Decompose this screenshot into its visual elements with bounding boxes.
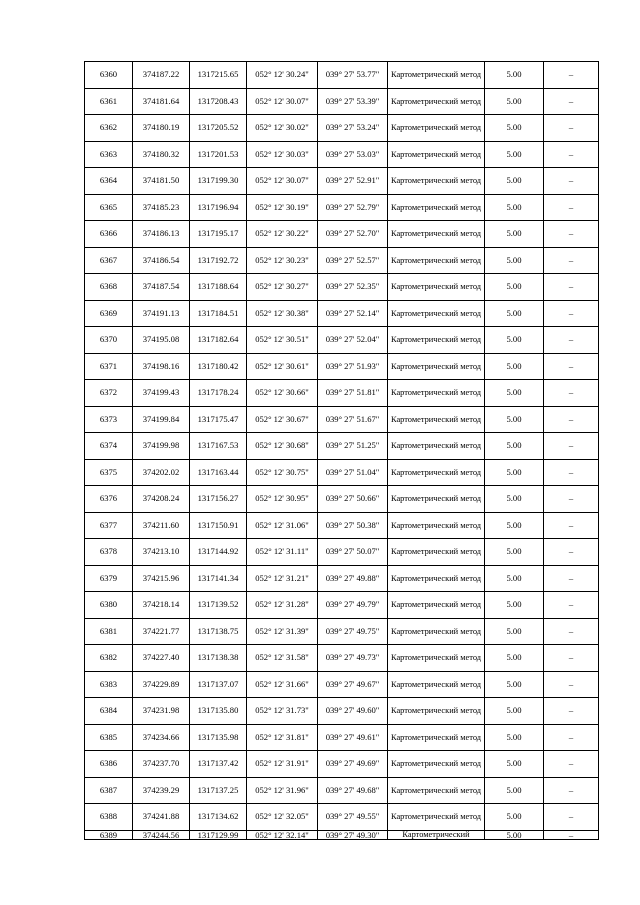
longitude-cell: 039° 27' 49.69" — [318, 751, 388, 778]
method-cell: Картометрический метод — [388, 327, 485, 354]
method-cell: Картометрический метод — [388, 88, 485, 115]
method-cell: Картометрический метод — [388, 777, 485, 804]
method-cell: Картометрический метод — [388, 274, 485, 301]
note-cell: – — [544, 115, 599, 142]
table-row — [85, 830, 599, 839]
note-cell: – — [544, 804, 599, 831]
point-number-cell: 6374 — [85, 433, 133, 460]
method-cell: Картометрический метод — [388, 592, 485, 619]
x-coordinate-cell: 374244.56 — [133, 830, 190, 839]
note-cell: – — [544, 406, 599, 433]
x-coordinate-cell: 374180.32 — [133, 141, 190, 168]
latitude-cell: 052° 12' 31.28" — [247, 592, 318, 619]
table-row — [85, 565, 599, 592]
x-coordinate-cell: 374199.43 — [133, 380, 190, 407]
accuracy-cell: 5.00 — [485, 168, 544, 195]
note-cell: – — [544, 486, 599, 513]
note-cell: – — [544, 777, 599, 804]
point-number-cell: 6388 — [85, 804, 133, 831]
y-coordinate-cell: 1317195.17 — [190, 221, 247, 248]
method-cell: Картометрический метод — [388, 433, 485, 460]
point-number-cell: 6365 — [85, 194, 133, 221]
method-cell: Картометрический метод — [388, 459, 485, 486]
x-coordinate-cell: 374186.54 — [133, 247, 190, 274]
latitude-cell: 052° 12' 30.38" — [247, 300, 318, 327]
x-coordinate-cell: 374187.54 — [133, 274, 190, 301]
latitude-cell: 052° 12' 31.21" — [247, 565, 318, 592]
method-cell: Картометрический метод — [388, 724, 485, 751]
note-cell: – — [544, 194, 599, 221]
latitude-cell: 052° 12' 32.05" — [247, 804, 318, 831]
x-coordinate-cell: 374185.23 — [133, 194, 190, 221]
table-row — [85, 88, 599, 115]
point-number-cell: 6369 — [85, 300, 133, 327]
table-row — [85, 300, 599, 327]
accuracy-cell: 5.00 — [485, 645, 544, 672]
x-coordinate-cell: 374202.02 — [133, 459, 190, 486]
y-coordinate-cell: 1317135.80 — [190, 698, 247, 725]
x-coordinate-cell: 374198.16 — [133, 353, 190, 380]
table-row — [85, 618, 599, 645]
latitude-cell: 052° 12' 31.66" — [247, 671, 318, 698]
accuracy-cell: 5.00 — [485, 486, 544, 513]
note-cell: – — [544, 88, 599, 115]
point-number-cell: 6382 — [85, 645, 133, 672]
method-cell: Картометрический метод — [388, 194, 485, 221]
method-cell: Картометрический метод — [388, 671, 485, 698]
accuracy-cell: 5.00 — [485, 141, 544, 168]
table-row — [85, 433, 599, 460]
note-cell: – — [544, 62, 599, 89]
latitude-cell: 052° 12' 30.95" — [247, 486, 318, 513]
table-row — [85, 406, 599, 433]
x-coordinate-cell: 374215.96 — [133, 565, 190, 592]
latitude-cell: 052° 12' 30.24" — [247, 62, 318, 89]
y-coordinate-cell: 1317156.27 — [190, 486, 247, 513]
longitude-cell: 039° 27' 51.93" — [318, 353, 388, 380]
accuracy-cell: 5.00 — [485, 353, 544, 380]
accuracy-cell: 5.00 — [485, 618, 544, 645]
method-cell: Картометрический метод — [388, 565, 485, 592]
longitude-cell: 039° 27' 50.07" — [318, 539, 388, 566]
x-coordinate-cell: 374237.70 — [133, 751, 190, 778]
accuracy-cell: 5.00 — [485, 592, 544, 619]
x-coordinate-cell: 374227.40 — [133, 645, 190, 672]
latitude-cell: 052° 12' 31.11" — [247, 539, 318, 566]
table-row — [85, 592, 599, 619]
latitude-cell: 052° 12' 30.02" — [247, 115, 318, 142]
y-coordinate-cell: 1317178.24 — [190, 380, 247, 407]
note-cell: – — [544, 618, 599, 645]
accuracy-cell: 5.00 — [485, 274, 544, 301]
y-coordinate-cell: 1317196.94 — [190, 194, 247, 221]
longitude-cell: 039° 27' 52.04" — [318, 327, 388, 354]
y-coordinate-cell: 1317138.75 — [190, 618, 247, 645]
accuracy-cell: 5.00 — [485, 433, 544, 460]
accuracy-cell: 5.00 — [485, 327, 544, 354]
note-cell: – — [544, 459, 599, 486]
y-coordinate-cell: 1317138.38 — [190, 645, 247, 672]
x-coordinate-cell: 374231.98 — [133, 698, 190, 725]
note-cell: – — [544, 592, 599, 619]
method-cell: Картометрический метод — [388, 698, 485, 725]
y-coordinate-cell: 1317137.25 — [190, 777, 247, 804]
table-row — [85, 777, 599, 804]
latitude-cell: 052° 12' 30.23" — [247, 247, 318, 274]
table-row — [85, 274, 599, 301]
latitude-cell: 052° 12' 30.07" — [247, 88, 318, 115]
point-number-cell: 6386 — [85, 751, 133, 778]
accuracy-cell: 5.00 — [485, 406, 544, 433]
x-coordinate-cell: 374213.10 — [133, 539, 190, 566]
longitude-cell: 039° 27' 49.60" — [318, 698, 388, 725]
latitude-cell: 052° 12' 31.96" — [247, 777, 318, 804]
longitude-cell: 039° 27' 53.77" — [318, 62, 388, 89]
latitude-cell: 052° 12' 30.07" — [247, 168, 318, 195]
latitude-cell: 052° 12' 31.39" — [247, 618, 318, 645]
longitude-cell: 039° 27' 49.68" — [318, 777, 388, 804]
table-row — [85, 698, 599, 725]
table-row — [85, 751, 599, 778]
latitude-cell: 052° 12' 31.81" — [247, 724, 318, 751]
point-number-cell: 6385 — [85, 724, 133, 751]
accuracy-cell: 5.00 — [485, 671, 544, 698]
longitude-cell: 039° 27' 51.25" — [318, 433, 388, 460]
y-coordinate-cell: 1317175.47 — [190, 406, 247, 433]
longitude-cell: 039° 27' 53.39" — [318, 88, 388, 115]
x-coordinate-cell: 374181.50 — [133, 168, 190, 195]
table-row — [85, 512, 599, 539]
accuracy-cell: 5.00 — [485, 512, 544, 539]
point-number-cell: 6364 — [85, 168, 133, 195]
longitude-cell: 039° 27' 49.73" — [318, 645, 388, 672]
accuracy-cell: 5.00 — [485, 751, 544, 778]
point-number-cell: 6375 — [85, 459, 133, 486]
table-body — [85, 62, 599, 840]
method-cell: Картометрический метод — [388, 353, 485, 380]
note-cell: – — [544, 221, 599, 248]
table-row — [85, 327, 599, 354]
method-cell: Картометрический метод — [388, 380, 485, 407]
table-row — [85, 194, 599, 221]
x-coordinate-cell: 374241.88 — [133, 804, 190, 831]
latitude-cell: 052° 12' 30.51" — [247, 327, 318, 354]
accuracy-cell: 5.00 — [485, 565, 544, 592]
table-row — [85, 671, 599, 698]
note-cell: – — [544, 433, 599, 460]
accuracy-cell: 5.00 — [485, 698, 544, 725]
point-number-cell: 6389 — [85, 830, 133, 839]
point-number-cell: 6362 — [85, 115, 133, 142]
y-coordinate-cell: 1317163.44 — [190, 459, 247, 486]
point-number-cell: 6370 — [85, 327, 133, 354]
point-number-cell: 6383 — [85, 671, 133, 698]
longitude-cell: 039° 27' 52.91" — [318, 168, 388, 195]
table-row — [85, 247, 599, 274]
x-coordinate-cell: 374218.14 — [133, 592, 190, 619]
table-row — [85, 459, 599, 486]
point-number-cell: 6379 — [85, 565, 133, 592]
method-cell: Картометрический метод — [388, 406, 485, 433]
note-cell: – — [544, 724, 599, 751]
longitude-cell: 039° 27' 49.61" — [318, 724, 388, 751]
table-row — [85, 724, 599, 751]
y-coordinate-cell: 1317184.51 — [190, 300, 247, 327]
method-cell: Картометрический метод — [388, 221, 485, 248]
longitude-cell: 039° 27' 49.67" — [318, 671, 388, 698]
note-cell: – — [544, 512, 599, 539]
x-coordinate-cell: 374239.29 — [133, 777, 190, 804]
y-coordinate-cell: 1317135.98 — [190, 724, 247, 751]
y-coordinate-cell: 1317180.42 — [190, 353, 247, 380]
accuracy-cell: 5.00 — [485, 380, 544, 407]
y-coordinate-cell: 1317205.52 — [190, 115, 247, 142]
method-cell: Картометрический метод — [388, 618, 485, 645]
latitude-cell: 052° 12' 30.22" — [247, 221, 318, 248]
note-cell: – — [544, 645, 599, 672]
accuracy-cell: 5.00 — [485, 459, 544, 486]
y-coordinate-cell: 1317144.92 — [190, 539, 247, 566]
latitude-cell: 052° 12' 31.91" — [247, 751, 318, 778]
x-coordinate-cell: 374195.08 — [133, 327, 190, 354]
y-coordinate-cell: 1317141.34 — [190, 565, 247, 592]
point-number-cell: 6377 — [85, 512, 133, 539]
note-cell: – — [544, 327, 599, 354]
latitude-cell: 052° 12' 31.06" — [247, 512, 318, 539]
table-row — [85, 141, 599, 168]
latitude-cell: 052° 12' 30.27" — [247, 274, 318, 301]
y-coordinate-cell: 1317167.53 — [190, 433, 247, 460]
accuracy-cell: 5.00 — [485, 88, 544, 115]
table-row — [85, 62, 599, 89]
method-cell: Картометрический метод — [388, 751, 485, 778]
y-coordinate-cell: 1317199.30 — [190, 168, 247, 195]
x-coordinate-cell: 374221.77 — [133, 618, 190, 645]
point-number-cell: 6366 — [85, 221, 133, 248]
accuracy-cell: 5.00 — [485, 539, 544, 566]
x-coordinate-cell: 374191.13 — [133, 300, 190, 327]
longitude-cell: 039° 27' 53.03" — [318, 141, 388, 168]
longitude-cell: 039° 27' 52.35" — [318, 274, 388, 301]
note-cell: – — [544, 698, 599, 725]
x-coordinate-cell: 374229.89 — [133, 671, 190, 698]
note-cell: – — [544, 565, 599, 592]
accuracy-cell: 5.00 — [485, 62, 544, 89]
x-coordinate-cell: 374186.13 — [133, 221, 190, 248]
longitude-cell: 039° 27' 50.66" — [318, 486, 388, 513]
y-coordinate-cell: 1317137.42 — [190, 751, 247, 778]
method-cell: Картометрический метод — [388, 115, 485, 142]
y-coordinate-cell: 1317129.99 — [190, 830, 247, 839]
longitude-cell: 039° 27' 49.30" — [318, 830, 388, 839]
accuracy-cell: 5.00 — [485, 724, 544, 751]
method-cell: Картометрический метод — [388, 645, 485, 672]
y-coordinate-cell: 1317150.91 — [190, 512, 247, 539]
longitude-cell: 039° 27' 49.55" — [318, 804, 388, 831]
method-cell: Картометрический метод — [388, 539, 485, 566]
method-cell: Картометрический метод — [388, 247, 485, 274]
longitude-cell: 039° 27' 51.04" — [318, 459, 388, 486]
table-row — [85, 380, 599, 407]
longitude-cell: 039° 27' 52.57" — [318, 247, 388, 274]
y-coordinate-cell: 1317182.64 — [190, 327, 247, 354]
latitude-cell: 052° 12' 32.14" — [247, 830, 318, 839]
note-cell: – — [544, 300, 599, 327]
table-row — [85, 645, 599, 672]
note-cell: – — [544, 671, 599, 698]
point-number-cell: 6363 — [85, 141, 133, 168]
table-row — [85, 168, 599, 195]
x-coordinate-cell: 374208.24 — [133, 486, 190, 513]
longitude-cell: 039° 27' 51.67" — [318, 406, 388, 433]
point-number-cell: 6372 — [85, 380, 133, 407]
longitude-cell: 039° 27' 53.24" — [318, 115, 388, 142]
note-cell: – — [544, 380, 599, 407]
latitude-cell: 052° 12' 30.66" — [247, 380, 318, 407]
longitude-cell: 039° 27' 51.81" — [318, 380, 388, 407]
latitude-cell: 052° 12' 30.03" — [247, 141, 318, 168]
accuracy-cell: 5.00 — [485, 777, 544, 804]
y-coordinate-cell: 1317134.62 — [190, 804, 247, 831]
x-coordinate-cell: 374199.84 — [133, 406, 190, 433]
latitude-cell: 052° 12' 30.19" — [247, 194, 318, 221]
accuracy-cell: 5.00 — [485, 115, 544, 142]
longitude-cell: 039° 27' 49.75" — [318, 618, 388, 645]
accuracy-cell: 5.00 — [485, 830, 544, 839]
accuracy-cell: 5.00 — [485, 804, 544, 831]
table-row — [85, 221, 599, 248]
longitude-cell: 039° 27' 49.79" — [318, 592, 388, 619]
x-coordinate-cell: 374181.64 — [133, 88, 190, 115]
note-cell: – — [544, 830, 599, 839]
latitude-cell: 052° 12' 31.58" — [247, 645, 318, 672]
note-cell: – — [544, 247, 599, 274]
method-cell: Картометрический метод — [388, 512, 485, 539]
x-coordinate-cell: 374211.60 — [133, 512, 190, 539]
accuracy-cell: 5.00 — [485, 194, 544, 221]
method-cell: Картометрический метод — [388, 168, 485, 195]
table-row — [85, 353, 599, 380]
note-cell: – — [544, 168, 599, 195]
point-number-cell: 6373 — [85, 406, 133, 433]
point-number-cell: 6387 — [85, 777, 133, 804]
y-coordinate-cell: 1317137.07 — [190, 671, 247, 698]
longitude-cell: 039° 27' 52.79" — [318, 194, 388, 221]
accuracy-cell: 5.00 — [485, 247, 544, 274]
method-cell: Картометрический — [388, 830, 485, 839]
y-coordinate-cell: 1317215.65 — [190, 62, 247, 89]
point-number-cell: 6378 — [85, 539, 133, 566]
longitude-cell: 039° 27' 49.88" — [318, 565, 388, 592]
point-number-cell: 6361 — [85, 88, 133, 115]
method-cell: Картометрический метод — [388, 300, 485, 327]
x-coordinate-cell: 374180.19 — [133, 115, 190, 142]
longitude-cell: 039° 27' 52.70" — [318, 221, 388, 248]
y-coordinate-cell: 1317208.43 — [190, 88, 247, 115]
point-number-cell: 6367 — [85, 247, 133, 274]
table-row — [85, 115, 599, 142]
x-coordinate-cell: 374199.98 — [133, 433, 190, 460]
table-row — [85, 486, 599, 513]
table-row — [85, 804, 599, 831]
note-cell: – — [544, 751, 599, 778]
x-coordinate-cell: 374187.22 — [133, 62, 190, 89]
method-cell: Картометрический метод — [388, 486, 485, 513]
table-row — [85, 539, 599, 566]
latitude-cell: 052° 12' 30.68" — [247, 433, 318, 460]
accuracy-cell: 5.00 — [485, 300, 544, 327]
point-number-cell: 6384 — [85, 698, 133, 725]
latitude-cell: 052° 12' 30.75" — [247, 459, 318, 486]
point-number-cell: 6371 — [85, 353, 133, 380]
point-number-cell: 6368 — [85, 274, 133, 301]
y-coordinate-cell: 1317139.52 — [190, 592, 247, 619]
point-number-cell: 6376 — [85, 486, 133, 513]
longitude-cell: 039° 27' 50.38" — [318, 512, 388, 539]
accuracy-cell: 5.00 — [485, 221, 544, 248]
note-cell: – — [544, 539, 599, 566]
x-coordinate-cell: 374234.66 — [133, 724, 190, 751]
note-cell: – — [544, 274, 599, 301]
y-coordinate-cell: 1317188.64 — [190, 274, 247, 301]
coordinates-table — [84, 61, 599, 840]
point-number-cell: 6360 — [85, 62, 133, 89]
point-number-cell: 6380 — [85, 592, 133, 619]
y-coordinate-cell: 1317201.53 — [190, 141, 247, 168]
latitude-cell: 052° 12' 30.61" — [247, 353, 318, 380]
method-cell: Картометрический метод — [388, 141, 485, 168]
y-coordinate-cell: 1317192.72 — [190, 247, 247, 274]
note-cell: – — [544, 353, 599, 380]
latitude-cell: 052° 12' 31.73" — [247, 698, 318, 725]
longitude-cell: 039° 27' 52.14" — [318, 300, 388, 327]
latitude-cell: 052° 12' 30.67" — [247, 406, 318, 433]
note-cell: – — [544, 141, 599, 168]
method-cell: Картометрический метод — [388, 62, 485, 89]
method-cell: Картометрический метод — [388, 804, 485, 831]
point-number-cell: 6381 — [85, 618, 133, 645]
